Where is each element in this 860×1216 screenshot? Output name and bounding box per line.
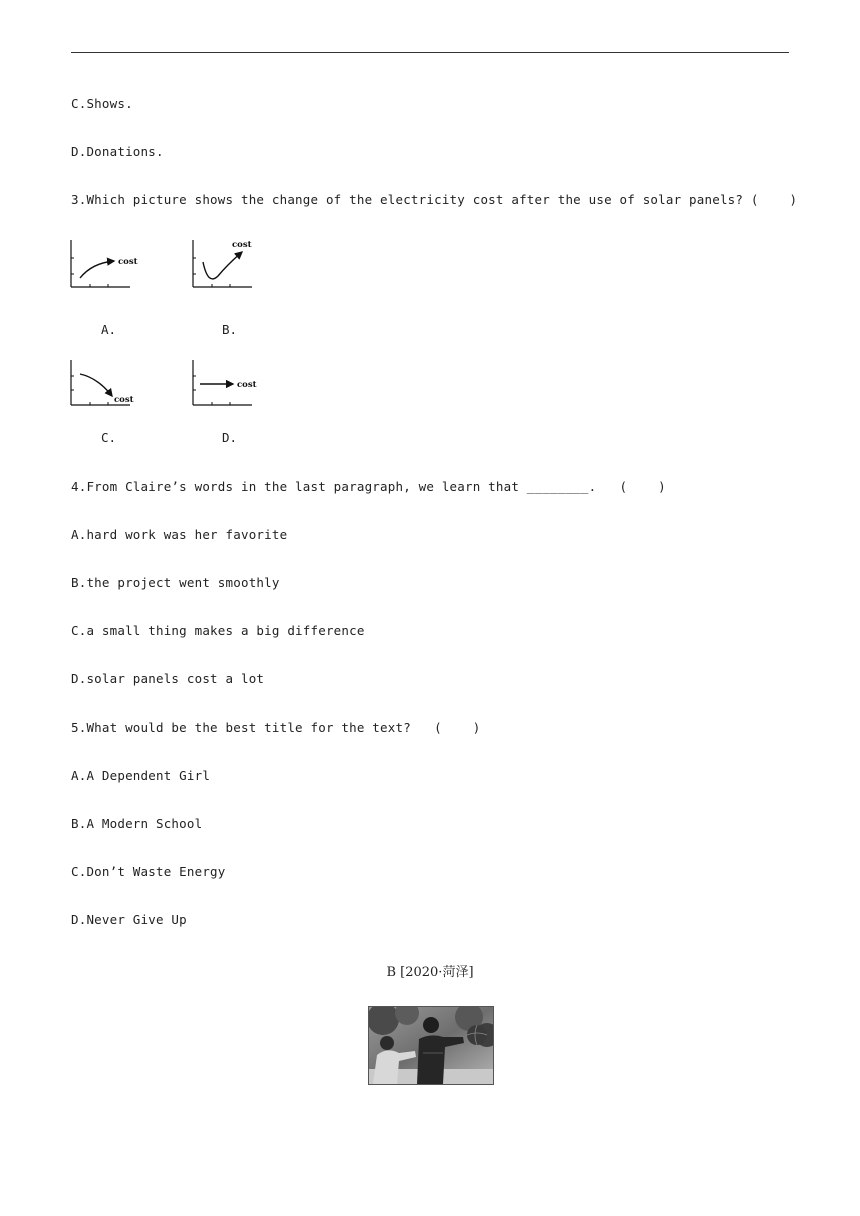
option-5a: A.A Dependent Girl [71,768,211,783]
graph-b-cost-label: cost [232,240,252,250]
option-4a: A.hard work was her favorite [71,527,288,542]
option-4c: C.a small thing makes a big difference [71,623,365,638]
option-2c: C.Shows. [71,96,133,111]
option-5b: B.A Modern School [71,816,203,831]
graph-d-cost-label: cost [237,380,257,390]
option-5d: D.Never Give Up [71,912,187,927]
question-5: 5.What would be the best title for the text? ( ) [71,720,481,735]
graph-a-label: A. [101,322,117,337]
section-heading: B [2020·菏泽] [386,965,474,980]
graph-d-label: D. [222,430,238,445]
question-4: 4.From Claire’s words in the last paragraph, we learn that ________. ( ) [71,479,666,494]
option-5c: C.Don’t Waste Energy [71,864,226,879]
graph-a-cost-label: cost [118,257,138,267]
basketball-players-photo [368,1006,494,1085]
option-4d: D.solar panels cost a lot [71,671,265,686]
graph-d [190,358,270,410]
graph-c-cost-label: cost [114,395,134,405]
option-2d: D.Donations. [71,144,164,159]
header-rule [71,52,789,53]
question-3: 3.Which picture shows the change of the electricity cost after the use of solar panels? ( ) [71,192,798,207]
graph-b-label: B. [222,322,238,337]
graph-b [190,238,270,290]
graph-c [68,358,148,410]
option-4b: B.the project went smoothly [71,575,280,590]
graph-a [68,238,148,290]
graph-c-label: C. [101,430,117,445]
